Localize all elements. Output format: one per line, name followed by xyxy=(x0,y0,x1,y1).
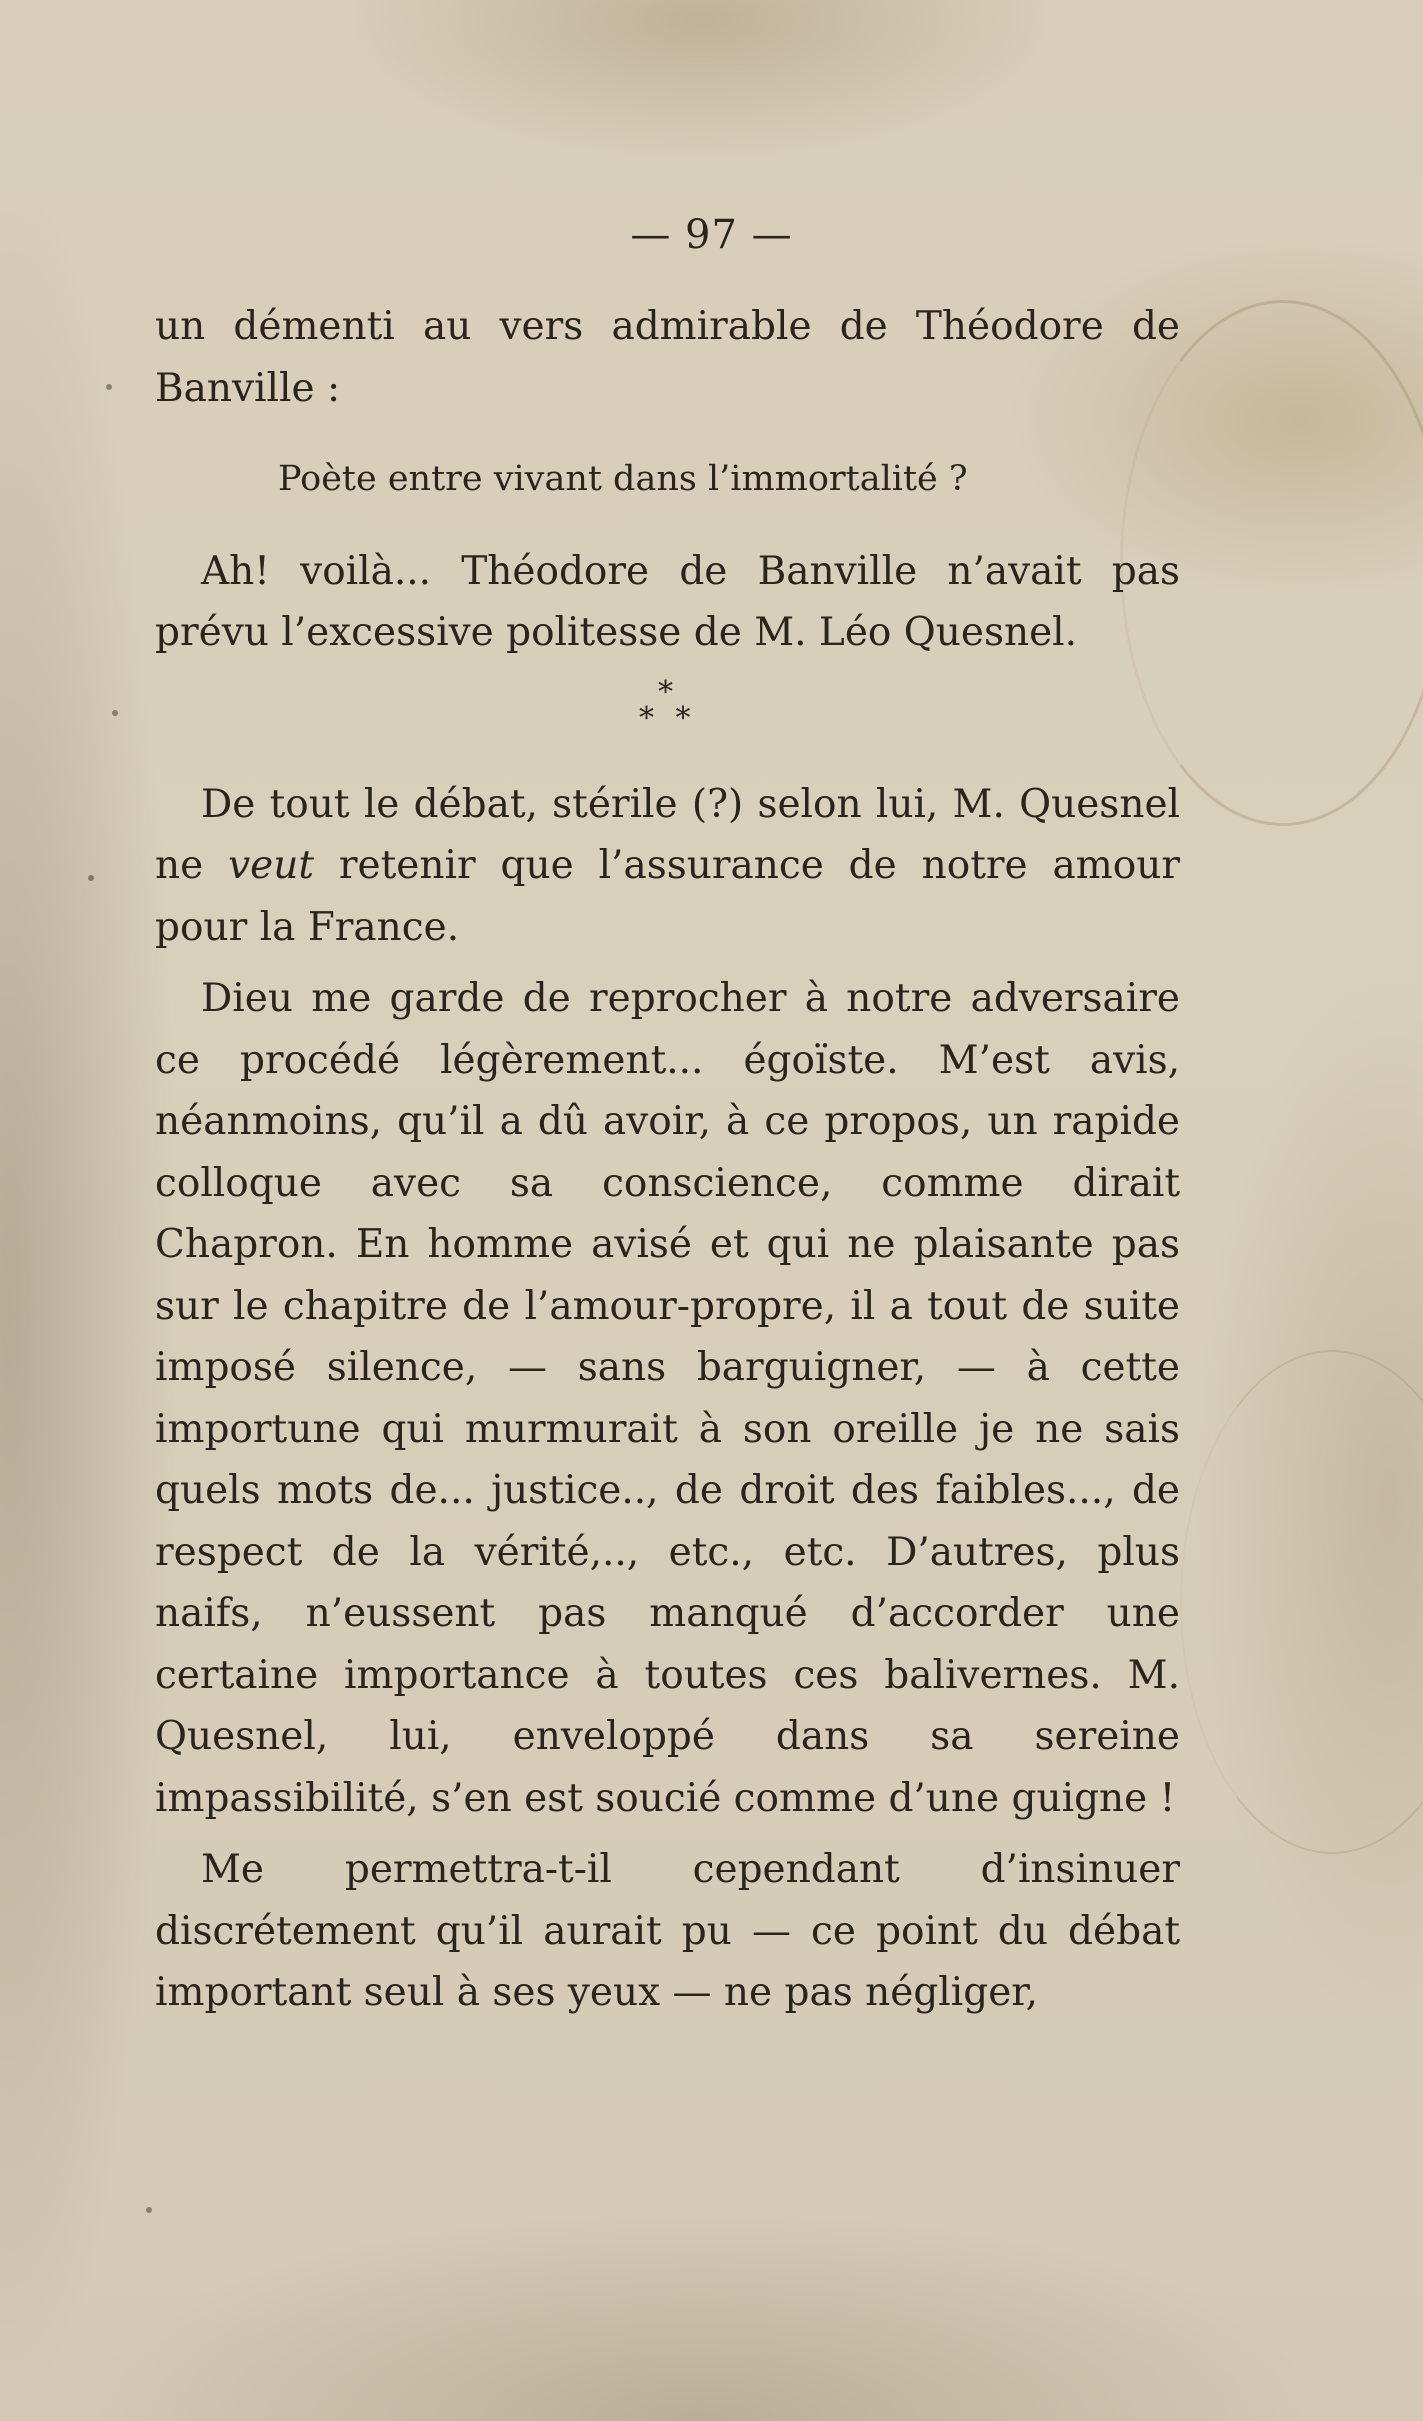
spacer xyxy=(155,958,1180,968)
paragraph-continuation: un démenti au vers admirable de Théodore de Banville : xyxy=(155,304,1180,411)
spacer xyxy=(155,1829,1180,1839)
paragraph-ah-voila: Ah! voilà... Théodore de Banville n’avait pas prévu l’excessive politesse de M. Léo Quesnel. xyxy=(155,548,1180,655)
water-stain xyxy=(1180,1350,1423,1854)
text-run: retenir que l’assurance de notre amour pour la France. xyxy=(155,843,1180,950)
page-number: — 97 — xyxy=(630,212,793,258)
paragraph-me-permettra: Me permettra-t-il cependant d’insinuer discrétement qu’il aurait pu — ce point du débat important seul à ses yeux — ne pas négliger, xyxy=(155,1847,1180,2015)
section-break-asterism xyxy=(155,664,1180,774)
text-run: De tout le débat, stérile (?) selon lui, M. Quesnel ne xyxy=(155,781,1180,888)
ink-speck xyxy=(88,875,94,881)
paragraph-debat xyxy=(155,774,1180,959)
ink-speck xyxy=(112,710,118,716)
ink-speck xyxy=(106,384,112,390)
asterism-top: * xyxy=(658,674,673,710)
paragraph-dieu-me-garde: Dieu me garde de reprocher à notre adversaire ce procédé légèrement... égoïste. M’est avis, néanmoins, qu’il a dû avoir, à ce propos, un rapide colloque avec sa conscience, comme dirait Chapron. En homme avisé et qui ne plaisante pas sur le chapitre de l’amour-propre, il a tout de suite imposé silence, — sans barguigner, — à cette importune qui murmurait à son oreille je ne sais quels mots de... justice.., de droit des faibles..., de respect de la vérité,.., etc., etc. D’autres, plus naifs, n’eussent pas manqué d’accorder une certaine importance à toutes ces balivernes. M. Quesnel, lui, enveloppé dans sa sereine impassibilité, s’en est soucié comme d’une guigne ! xyxy=(155,976,1180,1821)
ink-speck xyxy=(146,2207,152,2213)
page-body xyxy=(155,296,1180,2024)
verse-quote: Poète entre vivant dans l’immortalité ? xyxy=(278,459,968,499)
emphasis-text: veut xyxy=(228,843,315,888)
asterism-bottom: * * xyxy=(639,700,697,736)
